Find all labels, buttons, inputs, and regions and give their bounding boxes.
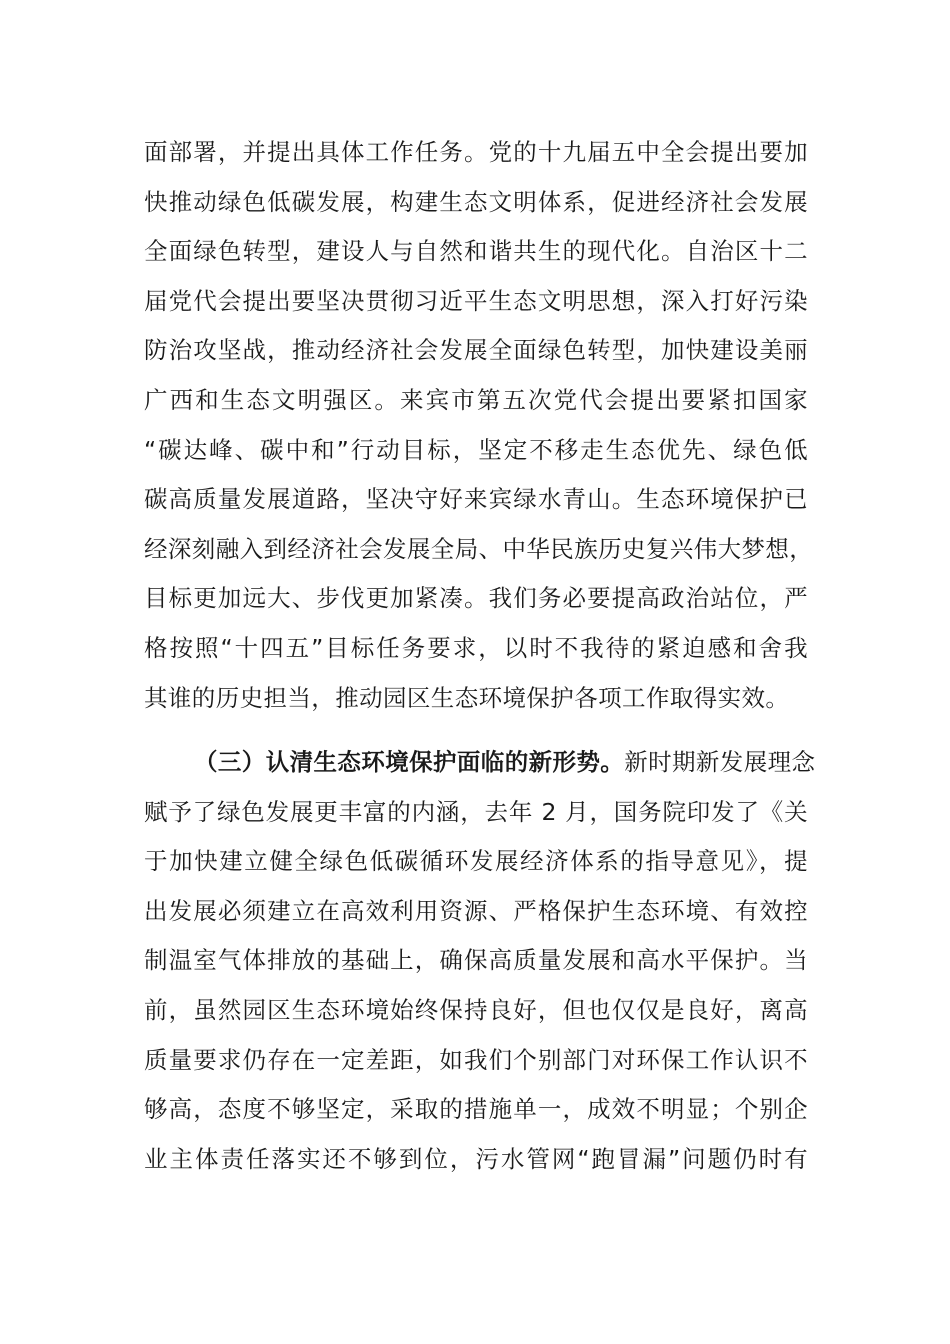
text-line: 目标更加远大、步伐更加紧凑。我们务必要提高政治站位，严 [144,584,808,613]
text-line: 赋予了绿色发展更丰富的内涵，去年 2 月，国务院印发了《关 [144,797,808,826]
text-line: 防治攻坚战，推动经济社会发展全面绿色转型，加快建设美丽 [144,336,808,365]
text-line: 格按照“十四五”目标任务要求，以时不我待的紧迫感和舍我 [144,633,808,662]
text-line: “碳达峰、碳中和”行动目标，坚定不移走生态优先、绿色低 [144,435,808,464]
paragraph-first-line [144,738,816,788]
text-line: 快推动绿色低碳发展，构建生态文明体系，促进经济社会发展 [144,187,808,216]
text-line: 广西和生态文明强区。来宾市第五次党代会提出要紧扣国家 [144,385,808,414]
text-line: 质量要求仍存在一定差距，如我们个别部门对环保工作认识不 [144,1045,808,1074]
section-heading: （三）认清生态环境保护面临的新形势。 [194,748,625,776]
text-line: 制温室气体排放的基础上，确保高质量发展和高水平保护。当 [144,946,808,975]
paragraph-1 [144,128,814,723]
text-line: 前，虽然园区生态环境始终保持良好，但也仅仅是良好，离高 [144,995,808,1024]
text-line: 业主体责任落实还不够到位，污水管网“跑冒漏”问题仍时有 [144,1144,808,1173]
text-line: 其谁的历史担当，推动园区生态环境保护各项工作取得实效。 [144,683,790,712]
text-run: 新时期新发展理念 [624,748,816,776]
text-line: 出发展必须建立在高效利用资源、严格保护生态环境、有效控 [144,896,808,925]
text-line: 经深刻融入到经济社会发展全局、中华民族历史复兴伟大梦想， [144,534,814,563]
paragraph-2 [144,738,816,1184]
text-line: 于加快建立健全绿色低碳循环发展经济体系的指导意见》，提 [144,847,808,876]
text-line: 届党代会提出要坚决贯彻习近平生态文明思想，深入打好污染 [144,286,808,315]
text-line: 面部署，并提出具体工作任务。党的十九届五中全会提出要加 [144,138,808,166]
text-line: 全面绿色转型，建设人与自然和谐共生的现代化。自治区十二 [144,237,808,266]
text-line: 碳高质量发展道路，坚决守好来宾绿水青山。生态环境保护已 [144,485,808,514]
text-line: 够高，态度不够坚定，采取的措施单一，成效不明显；个别企 [144,1095,808,1124]
